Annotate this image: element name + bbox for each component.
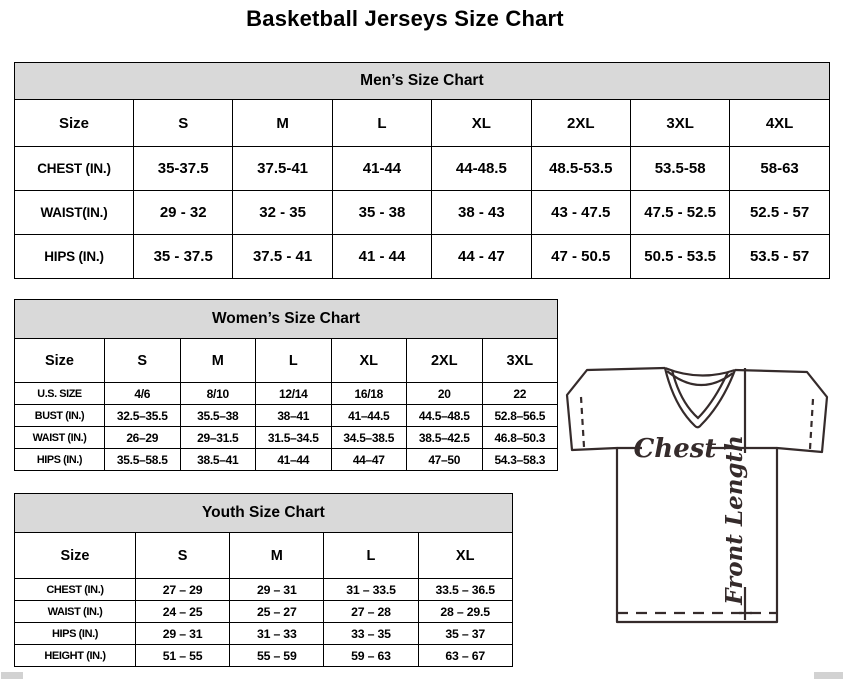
size-cell: 55 – 59 xyxy=(230,645,324,667)
column-header: S xyxy=(136,533,230,579)
column-header: XL xyxy=(432,100,531,147)
row-label: HIPS (IN.) xyxy=(15,623,136,645)
size-cell: 44-48.5 xyxy=(432,147,531,191)
column-header: 3XL xyxy=(630,100,729,147)
size-cell: 43 - 47.5 xyxy=(531,191,630,235)
size-cell: 31.5–34.5 xyxy=(256,427,332,449)
size-cell: 35 – 37 xyxy=(418,623,512,645)
size-cell: 22 xyxy=(482,383,558,405)
size-cell: 31 – 33 xyxy=(230,623,324,645)
corner-label: Size xyxy=(15,533,136,579)
size-cell: 59 – 63 xyxy=(324,645,418,667)
size-cell: 32 - 35 xyxy=(233,191,332,235)
size-cell: 12/14 xyxy=(256,383,332,405)
jersey-outline xyxy=(567,368,827,622)
column-header: L xyxy=(324,533,418,579)
size-cell: 33.5 – 36.5 xyxy=(418,579,512,601)
size-cell: 34.5–38.5 xyxy=(331,427,407,449)
column-header: L xyxy=(256,339,332,383)
column-header: 3XL xyxy=(482,339,558,383)
scrollbar-end-piece[interactable] xyxy=(814,672,843,679)
size-cell: 41–44.5 xyxy=(331,405,407,427)
front-length-label: Front Length xyxy=(721,435,748,605)
row-label: HIPS (IN.) xyxy=(15,449,105,471)
mens-chart-header: Men’s Size Chart xyxy=(15,63,830,100)
size-cell: 38–41 xyxy=(256,405,332,427)
horizontal-scrollbar[interactable] xyxy=(0,672,843,679)
jersey-collar xyxy=(665,368,735,376)
size-cell: 35.5–38 xyxy=(180,405,256,427)
size-cell: 32.5–35.5 xyxy=(105,405,181,427)
corner-label: Size xyxy=(15,339,105,383)
column-header: M xyxy=(233,100,332,147)
column-header: 4XL xyxy=(730,100,829,147)
size-cell: 63 – 67 xyxy=(418,645,512,667)
size-cell: 53.5-58 xyxy=(630,147,729,191)
size-cell: 44–47 xyxy=(331,449,407,471)
size-cell: 28 – 29.5 xyxy=(418,601,512,623)
size-cell: 46.8–50.3 xyxy=(482,427,558,449)
row-label: WAIST(IN.) xyxy=(15,191,134,235)
size-cell: 25 – 27 xyxy=(230,601,324,623)
size-cell: 27 – 29 xyxy=(136,579,230,601)
size-cell: 29–31.5 xyxy=(180,427,256,449)
column-header: M xyxy=(230,533,324,579)
size-cell: 29 – 31 xyxy=(230,579,324,601)
womens-chart-header: Women’s Size Chart xyxy=(15,300,558,339)
size-cell: 35 - 38 xyxy=(332,191,431,235)
size-cell: 54.3–58.3 xyxy=(482,449,558,471)
size-cell: 38 - 43 xyxy=(432,191,531,235)
size-cell: 47.5 - 52.5 xyxy=(630,191,729,235)
row-label: WAIST (IN.) xyxy=(15,601,136,623)
size-cell: 37.5 - 41 xyxy=(233,235,332,279)
size-cell: 51 – 55 xyxy=(136,645,230,667)
column-header: L xyxy=(332,100,431,147)
size-cell: 47 - 50.5 xyxy=(531,235,630,279)
jersey-collar xyxy=(672,370,728,418)
size-cell: 52.8–56.5 xyxy=(482,405,558,427)
size-cell: 27 – 28 xyxy=(324,601,418,623)
column-header: S xyxy=(105,339,181,383)
column-header: XL xyxy=(418,533,512,579)
size-cell: 47–50 xyxy=(407,449,483,471)
size-cell: 52.5 - 57 xyxy=(730,191,829,235)
jersey-measurement-diagram xyxy=(556,358,840,628)
size-cell: 8/10 xyxy=(180,383,256,405)
column-header: M xyxy=(180,339,256,383)
row-label: BUST (IN.) xyxy=(15,405,105,427)
size-cell: 26–29 xyxy=(105,427,181,449)
size-cell: 48.5-53.5 xyxy=(531,147,630,191)
page-title: Basketball Jerseys Size Chart xyxy=(246,6,564,31)
column-header: 2XL xyxy=(407,339,483,383)
womens-size-chart-table xyxy=(14,299,558,471)
size-cell: 50.5 - 53.5 xyxy=(630,235,729,279)
size-cell: 29 - 32 xyxy=(134,191,233,235)
row-label: HEIGHT (IN.) xyxy=(15,645,136,667)
size-cell: 24 – 25 xyxy=(136,601,230,623)
size-cell: 58-63 xyxy=(730,147,829,191)
size-cell: 4/6 xyxy=(105,383,181,405)
size-cell: 44.5–48.5 xyxy=(407,405,483,427)
size-cell: 35 - 37.5 xyxy=(134,235,233,279)
size-cell: 38.5–42.5 xyxy=(407,427,483,449)
mens-size-chart-table xyxy=(14,62,830,279)
sleeve-cuff-dashed-left xyxy=(581,397,584,447)
row-label: HIPS (IN.) xyxy=(15,235,134,279)
size-cell: 20 xyxy=(407,383,483,405)
size-cell: 37.5-41 xyxy=(233,147,332,191)
size-cell: 38.5–41 xyxy=(180,449,256,471)
size-cell: 35-37.5 xyxy=(134,147,233,191)
row-label: CHEST (IN.) xyxy=(15,579,136,601)
size-cell: 35.5–58.5 xyxy=(105,449,181,471)
size-cell: 41-44 xyxy=(332,147,431,191)
scrollbar-thumb[interactable] xyxy=(1,672,23,679)
size-cell: 41–44 xyxy=(256,449,332,471)
size-cell: 44 - 47 xyxy=(432,235,531,279)
column-header: S xyxy=(134,100,233,147)
corner-label: Size xyxy=(15,100,134,147)
size-cell: 41 - 44 xyxy=(332,235,431,279)
size-cell: 16/18 xyxy=(331,383,407,405)
size-cell: 53.5 - 57 xyxy=(730,235,829,279)
youth-chart-header: Youth Size Chart xyxy=(15,494,513,533)
row-label: U.S. SIZE xyxy=(15,383,105,405)
size-cell: 31 – 33.5 xyxy=(324,579,418,601)
row-label: CHEST (IN.) xyxy=(15,147,134,191)
sleeve-cuff-dashed-right xyxy=(810,399,813,449)
row-label: WAIST (IN.) xyxy=(15,427,105,449)
chest-label: Chest xyxy=(633,434,717,464)
column-header: XL xyxy=(331,339,407,383)
size-cell: 29 – 31 xyxy=(136,623,230,645)
column-header: 2XL xyxy=(531,100,630,147)
youth-size-chart-table xyxy=(14,493,513,667)
size-cell: 33 – 35 xyxy=(324,623,418,645)
